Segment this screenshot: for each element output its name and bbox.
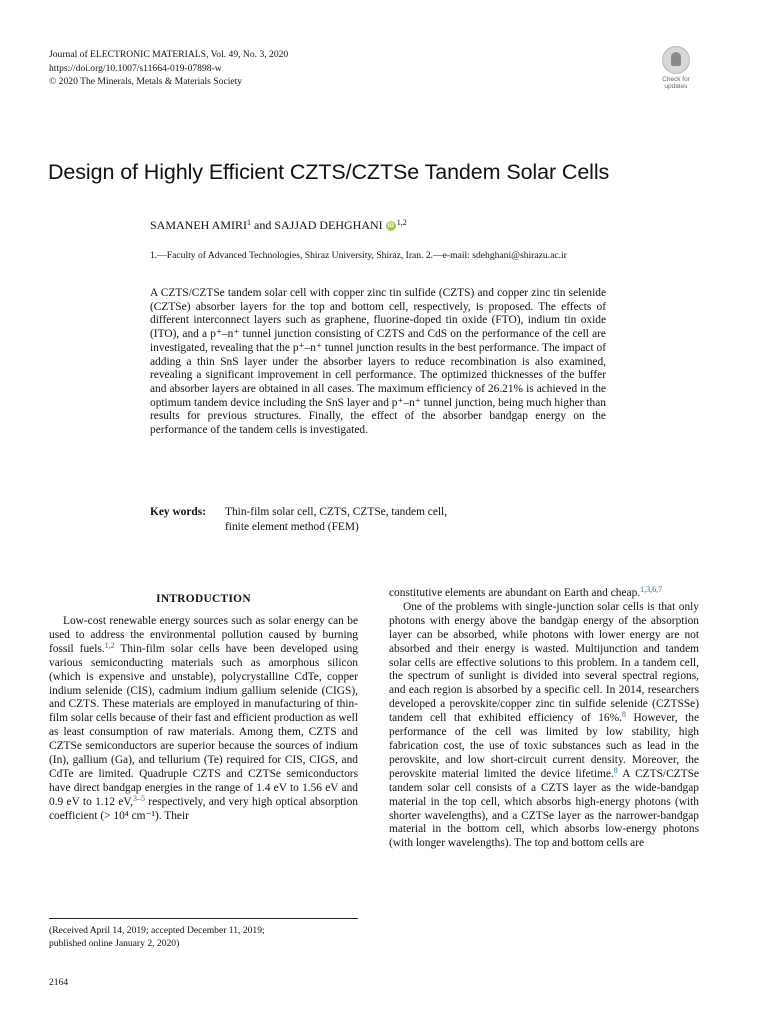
author-list (150, 218, 407, 233)
orcid-icon[interactable]: iD (387, 223, 394, 230)
badge-label: Check for updates (662, 76, 690, 90)
keywords-label: Key words: (150, 506, 206, 518)
affiliation-marker: 1,2 (396, 218, 407, 227)
paragraph: Low-cost renewable energy sources such as solar energy can be used to address the environmental pollution caused by burning fossil fuels.$^{1,2}$ Thin-film solar cells have been developed using various semiconducting materials such as amorphous silicon (which is expensive and unstable), polycrystalline CdTe, copper indium selenide (CIS), cadmium indium gallium selenide (CIGS), and CZTS. These materials are employed in manufacturing of thin-film solar cells because of their fast and efficient production as well as least consumption of raw materials. Among them, CZTS and CZTSe semiconductors are superior because the sources of indium (In), gallium (Ga), and tellurium (Te) required for CIS, CIGS, and CdTe are limited. Quadruple CZTS and CZTSe semiconductors have direct bandgap energies in the range of 1.4 eV to 1.56 eV and 0.9 eV to 1.12 eV,$^{3-5}$ respectively, and very high optical absorption coefficient (> 10⁴ cm⁻¹). Their (49, 615, 358, 822)
left-column (49, 615, 358, 824)
citation-link[interactable]: 3–5 (133, 793, 145, 803)
keywords-line: Thin-film solar cell, CZTS, CZTSe, tandem cell, (225, 506, 448, 518)
section-heading: INTRODUCTION (156, 593, 251, 605)
paragraph: constitutive elements are abundant on Earth and cheap.$^{1,3,6,7}$ (389, 585, 663, 599)
footnote-line: (Received April 14, 2019; accepted December 11, 2019; (49, 925, 265, 936)
footnote-divider (49, 918, 358, 919)
citation-link[interactable]: 1,2 (104, 640, 115, 650)
paragraph: One of the problems with single-junction solar cells is that only photons with energy above the bandgap energy of the absorption layer can be absorbed, while photons with lower energy are not absorbed and their energy is wasted. Multijunction and tandem solar cells are effective solutions to this problem. In a tandem cell, the spectrum of sunlight is divided into several spectral regions, and each region is absorbed by a specific cell. In 2014, researchers developed a perovskite/copper zinc tin sulfide selenide (CZTSSe) tandem cell that exhibited efficiency of 16%.$^8$ However, the performance of the cell was limited by low stability, high fabrication cost, the use of toxic substances such as lead in the perovskite, and low short-circuit current density. Moreover, the perovskite material limited the device lifetime.$^8$ A CZTS/CZTSe tandem solar cell consists of a CZTS layer as the wide-bandgap material in the top cell, which absorbs high-energy photons (with shorter wavelengths), and a CZTSe layer as the narrower-bandgap material in the bottom cell, which absorbs low-energy photons (with longer wavelengths). The top and bottom cells are (389, 600, 699, 850)
copyright-notice: © 2020 The Minerals, Metals & Materials Society (49, 76, 243, 87)
page-number: 2164 (49, 977, 69, 988)
right-column (389, 587, 699, 851)
author-name: SAMANEH AMIRI (150, 218, 248, 232)
author-conjunction: and (251, 218, 275, 232)
article-title: Design of Highly Efficient CZTS/CZTSe Tandem Solar Cells (48, 160, 610, 184)
abstract: A CZTS/CZTSe tandem solar cell with copper zinc tin sulfide (CZTS) and copper zinc tin selenide (CZTSe) absorber layers for the top and bottom cell, respectively, is proposed. The effects of different interconnect layers such as graphene, fluorine-doped tin oxide (FTO), indium tin oxide (ITO), and a p⁺–n⁺ tunnel junction consisting of CZTS and CdS on the performance of the cell are investigated, revealing that the p⁺–n⁺ tunnel junction results in the best performance. The impact of adding a thin SnS layer under the absorber layers to reduce recombination is also examined, revealing a significant improvement in cell performance. The optimized thicknesses of the buffer and absorber layers are obtained in all cases. The maximum efficiency of 26.21% is achieved in the optimum tandem device including the SnS layer and p⁺–n⁺ tunnel junction, being much higher than results for previous structures. Finally, the effect of the absorber bandgap energy on the performance of the tandem cells is investigated. (150, 287, 606, 437)
affiliation: 1.—Faculty of Advanced Technologies, Shiraz University, Shiraz, Iran. 2.—e-mail: sdehghani@shirazu.ac.ir (150, 250, 567, 261)
journal-header (49, 48, 288, 89)
check-for-updates-badge[interactable] (656, 46, 696, 90)
citation-link[interactable]: 1,3,6,7 (640, 585, 663, 594)
citation-link[interactable]: 8 (621, 710, 626, 720)
doi-link[interactable]: https://doi.org/10.1007/s11664-019-07898-w (49, 62, 222, 74)
author-name: SAJJAD DEHGHANI (274, 218, 383, 232)
footnote-line: published online January 2, 2020) (49, 937, 180, 949)
affiliation-marker: 1 (247, 218, 252, 227)
citation-link[interactable]: 8 (613, 765, 618, 775)
journal-citation: Journal of ELECTRONIC MATERIALS, Vol. 49, No. 3, 2020 (49, 49, 289, 60)
keywords-line: finite element method (FEM) (225, 521, 359, 533)
received-dates-footnote (49, 925, 358, 950)
keywords-list (225, 505, 565, 535)
bookmark-icon (662, 46, 690, 74)
